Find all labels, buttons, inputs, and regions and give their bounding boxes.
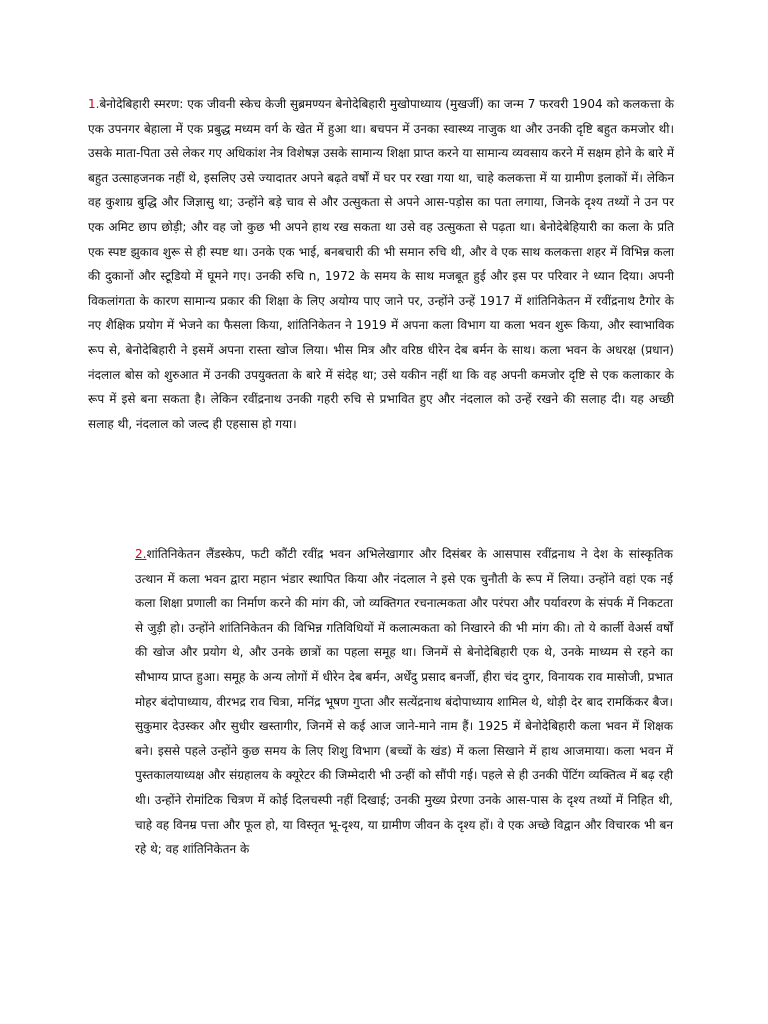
paragraph-2-number: 2. [135, 547, 147, 561]
paragraph-2-text: शांतिनिकेतन लैंडस्केप, फटी कौंटी रवींद्र भवन अभिलेखागार और दिसंबर के आसपास रवींद्रनाथ ने देश के सांस्कृतिक उत्थान में कला भवन द्वारा महान भंडार स्थापित किया और नंदलाल ने इसे एक चुनौती के रूप में लिया। उन्होंने वहां एक नई कला शिक्षा प्रणाली का निर्माण करने की मांग की, जो व्यक्तिगत रचनात्मकता और परंपरा और पर्यावरण के संपर्क में निकटता से जुड़ी हो। उन्होंने शांतिनिकेतन की विभिन्न गतिविधियों में कलात्मकता को निखारने की भी मांग की। तो ये कार्ली वेअर्स वर्षों की खोज और प्रयोग थे, और उनके छात्रों का पहला समूह था। जिनमें से बेनोदेबिहारी एक थे, उनके माध्यम से रहने का सौभाग्य प्राप्त हुआ। समूह के अन्य लोगों में धीरेन देब बर्मन, अर्धेंदु प्रसाद बनर्जी, हीरा चंद दुगर, विनायक राव मासोजी, प्रभात मोहर बंदोपाध्याय, वीरभद्र राव चित्रा, मनिंद्र भूषण गुप्ता और सत्येंद्रनाथ बंदोपाध्याय शामिल थे, थोड़ी देर बाद रामकिंकर बैज। सुकुमार देउस्कर और सुधीर खस्तागीर, जिनमें से कई आज जाने-माने नाम हैं। 1925 में बेनोदेबिहारी कला भवन में शिक्षक बने। इससे पहले उन्होंने कुछ समय के लिए शिशु विभाग (बच्चों के खंड) में कला सिखाने में हाथ आजमाया। कला भवन में पुस्तकालयाध्यक्ष और संग्रहालय के क्यूरेटर की जिम्मेदारी भी उन्हीं को सौंपी गई। पहले से ही उनकी पेंटिंग व्यक्तित्व में बढ़ रही थी। उन्होंने रोमांटिक चित्रण में कोई दिलचस्पी नहीं दिखाई; उनकी मुख्य प्रेरणा उनके आस-पास के दृश्य तथ्यों में निहित थी, चाहे वह विनम्र पत्ता और फूल हो, या विस्तृत भू-दृश्य, या ग्रामीण जीवन के दृश्य हों। वे एक अच्छे विद्वान और विचारक भी बन रहे थे; वह शांतिनिकेतन के [135, 547, 673, 857]
paragraph-1-text: बेनोदेबिहारी स्मरण: एक जीवनी स्केच केजी सुब्रमण्यन बेनोदेबिहारी मुखोपाध्याय (मुखर्जी) का जन्म 7 फरवरी 1904 को कलकत्ता के एक उपनगर बेहाला में एक प्रबुद्ध मध्यम वर्ग के खेत में हुआ था। बचपन में उनका स्वास्थ्य नाजुक था और उनकी दृष्टि बहुत कमजोर थी। उसके माता-पिता उसे लेकर गए अधिकांश नेत्र विशेषज्ञ उसके सामान्य शिक्षा प्राप्त करने या सामान्य व्यवसाय करने में सक्षम होने के बारे में बहुत उत्साहजनक नहीं थे, इसलिए उसे ज्यादातर अपने बढ़ते वर्षों में घर पर रखा गया था, चाहे कलकत्ता में या ग्रामीण इलाकों में। लेकिन वह कुशाग्र बुद्धि और जिज्ञासु था; उन्होंने बड़े चाव से और उत्सुकता से अपने आस-पड़ोस का पता लगाया, जिनके दृश्य तथ्यों ने उन पर एक अमिट छाप छोड़ी; और वह जो कुछ भी अपने हाथ रख सकता था उसे वह उत्सुकता से पढ़ता था। बेनोदेबेहियारी का कला के प्रति एक स्पष्ट झुकाव शुरू से ही स्पष्ट था। उनके एक भाई, बनबचारी की भी समान रुचि थी, और वे एक साथ कलकत्ता शहर में विभिन्न कला की दुकानों और स्टूडियो में घूमने गए। उनकी रुचि n, 1972 के समय के साथ मजबूत हुई और इस पर परिवार ने ध्यान दिया। अपनी विकलांगता के कारण सामान्य प्रकार की शिक्षा के लिए अयोग्य पाए जाने पर, उन्होंने उन्हें 1917 में शांतिनिकेतन में रवींद्रनाथ टैगोर के नए शैक्षिक प्रयोग में भेजने का फैसला किया, शांतिनिकेतन ने 1919 में अपना कला विभाग या कला भवन शुरू किया, और स्वाभाविक रूप से, बेनोदेबिहारी ने इसमें अपना रास्ता खोज लिया। भीस मित्र और वरिष्ठ धीरेन देब बर्मन के साथ। कला भवन के अधरक्ष (प्रधान) नंदलाल बोस को शुरुआत में उनकी उपयुक्तता के बारे में संदेह था; उसे यकीन नहीं था कि वह अपनी कमजोर दृष्टि से एक कलाकार के रूप में इसे बना सकता है। लेकिन रवींद्रनाथ उनकी गहरी रुचि से प्रभावित हुए और नंदलाल को उन्हें रखने की सलाह दी। यह अच्छी सलाह थी, नंदलाल को जल्द ही एहसास हो गया। [88, 97, 674, 431]
paragraph-2 [135, 542, 673, 862]
paragraph-1 [88, 92, 674, 436]
paragraph-1-number: 1. [88, 97, 100, 111]
